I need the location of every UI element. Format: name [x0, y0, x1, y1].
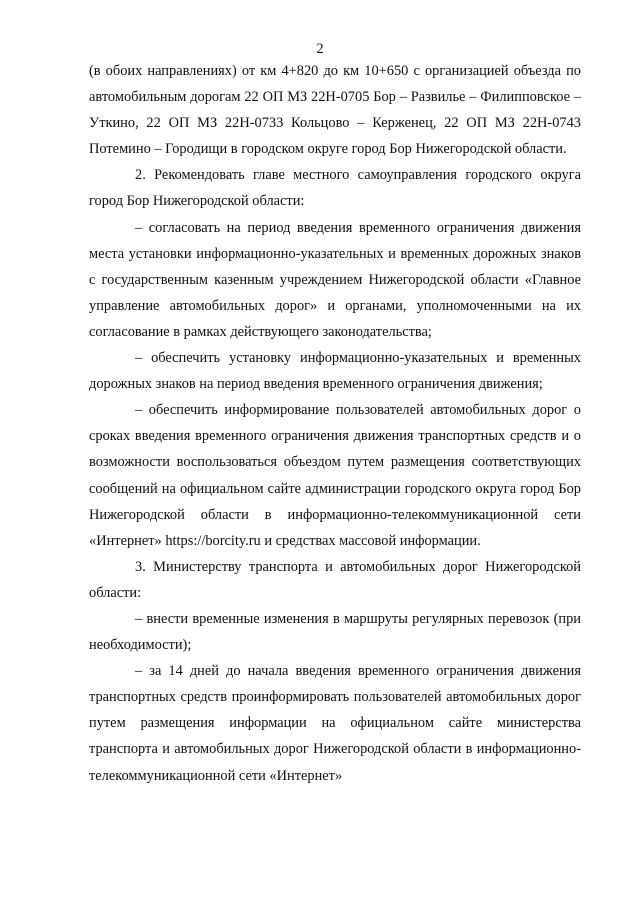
paragraph-item-2: 2. Рекомендовать главе местного самоуправления городского округа город Бор Нижегородской области:	[89, 167, 581, 210]
document-body	[89, 58, 581, 789]
paragraph-inform-14-days: – за 14 дней до начала введения временного ограничения движения транспортных средств проинформировать пользователей автомобильных дорог путем размещения информации на официальном сайте министерства транспорта и автомобильных дорог Нижегородской области в информационно-телекоммуникационной сети «Интернет»	[89, 663, 581, 784]
paragraph-continuation: (в обоих направлениях) от км 4+820 до км 10+650 с организацией объезда по автомобильным дорогам 22 ОП МЗ 22Н-0705 Бор – Развилье – Филипповское – Уткино, 22 ОП МЗ 22Н-0733 Кольцово – Керженец, 22 ОП МЗ 22Н-0743 Потемино – Городищи в городском округе город Бор Нижегородской области.	[89, 63, 581, 158]
paragraph-inform-users: – обеспечить информирование пользователей автомобильных дорог о сроках введения временного ограничения движения транспортных средств и о возможности воспользоваться объездом путем размещения соответствующих сообщений на официальном сайте администрации городского округа город Бор Нижегородской области в информационно-телекоммуникационной сети «Интернет» https://borcity.ru и средствах массовой информации.	[89, 402, 581, 549]
paragraph-item-3: 3. Министерству транспорта и автомобильных дорог Нижегородской области:	[89, 558, 581, 601]
paragraph-install-signs: – обеспечить установку информационно-указательных и временных дорожных знаков на период введения временного ограничения движения;	[89, 350, 581, 393]
paragraph-routes-changes: – внести временные изменения в маршруты регулярных перевозок (при необходимости);	[89, 610, 581, 654]
paragraph-agree-sign-locations: – согласовать на период введения временного ограничения движения места установки информационно-указательных и временных дорожных знаков с государственным казенным учреждением Нижегородской области «Главное управление автомобильных дорог» и органами, уполномоченными на их согласование в рамках действующего законодательства;	[89, 219, 581, 340]
page-number: 2	[316, 41, 324, 57]
